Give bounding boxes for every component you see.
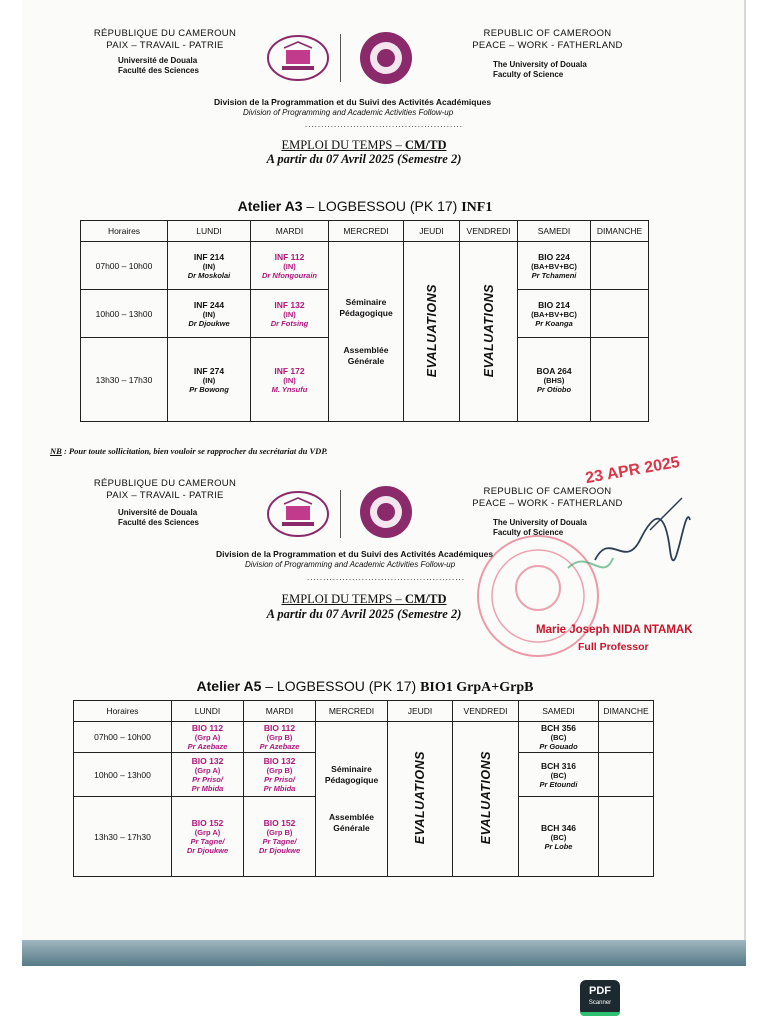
schedule1-title [214,138,514,153]
course-code: BCH 316 [541,760,576,771]
faculty-seal-icon [348,30,424,86]
course-cell [519,722,599,753]
assemblee-label: Assemblée [329,812,374,822]
course-prof: Dr Djoukwe [258,846,301,855]
col-header: MERCREDI [329,221,404,242]
fr-uni: Université de Douala [118,508,198,517]
evaluations-label: EVALUATIONS [413,751,427,845]
time-cell: 10h00 – 13h00 [81,290,168,338]
divider-dots: ................................................. [307,573,465,582]
course-cell [251,338,329,422]
table-header-row [74,701,654,722]
col-header: MARDI [251,221,329,242]
signer-title: Full Professor [578,641,649,653]
empty-cell [591,290,649,338]
header2-fr [80,478,250,502]
col-header: JEUDI [388,701,453,722]
course-prof: M. Ynsufu [271,384,308,394]
course-group: (BC) [550,733,567,742]
atelier-name: Atelier A3 [237,198,303,214]
empty-cell [599,722,654,753]
table-row [74,722,654,753]
empty-cell [599,797,654,877]
header-fr-uni [118,56,199,76]
course-cell [168,242,251,290]
seminaire-label: Séminaire [331,764,372,774]
course-prof: Pr Lobe [544,841,573,851]
course-prof: Pr Priso/ [192,775,223,784]
evaluations-label: EVALUATIONS [481,283,496,378]
course-cell [244,797,316,877]
schedule1-table [80,220,649,422]
atelier-class: INF1 [461,200,493,215]
course-cell [251,242,329,290]
nb-note [50,446,328,456]
course-prof: Pr Mbida [191,784,224,793]
course-code: BIO 132 [191,756,224,766]
fr-country: RÉPUBLIQUE DU CAMEROUN [93,478,237,489]
col-header: MERCREDI [316,701,388,722]
course-group: (BA+BV+BC) [531,309,577,319]
course-code: INF 112 [274,251,305,262]
col-header: VENDREDI [453,701,519,722]
stamp-date: 23 APR 2025 [584,453,682,488]
pedagogique-label: Pédagogique [324,775,379,785]
en-fac: Faculty of Science [493,70,564,79]
course-cell [518,242,591,290]
course-group: (BC) [550,770,567,780]
title-bold: CM/TD [404,592,447,606]
course-prof: Pr Otiobo [536,384,572,394]
col-header: DIMANCHE [599,701,654,722]
course-prof: Pr Tagne/ [262,837,297,846]
course-group: (Grp B) [266,766,293,775]
col-header: Horaires [81,221,168,242]
course-prof: Pr Koanga [535,318,573,328]
course-code: INF 274 [193,365,225,376]
course-code: BIO 132 [263,756,296,766]
col-header: SAMEDI [518,221,591,242]
nb-label: NB [50,446,62,456]
course-group: (Grp B) [266,733,293,742]
course-group: (IN) [283,375,296,385]
course-prof: Pr Bowong [189,384,229,394]
pedagogique-label: Pédagogique [339,307,393,318]
course-group: (Grp A) [194,733,221,742]
course-code: BCH 356 [541,723,576,733]
course-group: (BHS) [543,375,565,385]
fr-country: RÉPUBLIQUE DU CAMEROUN [93,28,237,39]
en-country: REPUBLIC OF CAMEROON [483,28,612,39]
jeudi-cell [404,242,460,422]
course-prof: Dr Nfongourain [262,270,317,280]
en-fac: Faculty of Science [493,528,564,537]
course-prof: Pr Gouado [539,742,578,751]
course-prof: Dr Fotsing [270,318,309,328]
logo-divider [340,34,341,82]
divider-dots: ................................................. [305,120,463,129]
course-group: (IN) [283,261,296,271]
col-header: VENDREDI [460,221,518,242]
pdf-scanner-badge [580,980,620,1016]
course-code: BIO 152 [191,818,224,828]
course-prof: Pr Mbida [263,784,296,793]
col-header: Horaires [74,701,172,722]
header-fr [80,28,250,52]
course-cell [168,338,251,422]
empty-cell [599,753,654,797]
schedule1-subtitle: A partir du 07 Avril 2025 (Semestre 2) [266,152,462,166]
badge-line2: Scanner [588,1000,612,1006]
course-cell [172,753,244,797]
course-code: INF 214 [193,251,225,262]
evaluations-label: EVALUATIONS [478,751,493,845]
course-code: BIO 112 [263,723,296,733]
generale-label: Générale [347,355,385,366]
schedule2-table [73,700,654,877]
title-prefix: EMPLOI DU TEMPS – [281,138,405,152]
university-logo-icon [262,32,334,82]
vendredi-cell [453,722,519,877]
course-cell [172,722,244,753]
fr-uni: Université de Douala [118,56,198,65]
schedule1-atelier [170,198,560,216]
fr-fac: Faculté des Sciences [118,518,199,527]
fr-fac: Faculté des Sciences [118,66,199,75]
course-prof: Pr Azebaze [259,742,300,751]
course-prof: Pr Azebaze [187,742,228,751]
course-cell [172,797,244,877]
mercredi-cell [316,722,388,877]
division-title: Division de la Programmation et du Suivi des Activités Académiques [214,97,492,107]
time-cell: 13h30 – 17h30 [81,338,168,422]
en-uni: The University of Douala [493,518,587,527]
title-bold: CM/TD [404,138,447,152]
course-code: BIO 152 [263,818,296,828]
en-uni: The University of Douala [493,60,587,69]
course-group: (Grp A) [194,828,221,837]
atelier-class: BIO1 GrpA+GrpB [420,680,534,695]
division-title: Division de la Programmation et du Suivi des Activités Académiques [216,549,494,559]
signer-name: Marie Joseph NIDA NTAMAK [536,624,693,636]
header2-fr-uni [118,508,199,528]
col-header: MARDI [244,701,316,722]
course-code: BCH 346 [541,822,576,833]
course-prof: Pr Tchameni [531,270,577,280]
table-header-row [81,221,649,242]
course-code: BOA 264 [536,365,572,376]
course-prof: Dr Djoukwe [188,318,230,328]
jeudi-cell [388,722,453,877]
course-prof: Dr Djoukwe [186,846,229,855]
empty-cell [591,242,649,290]
logo-divider [340,490,341,538]
schedule2-atelier [165,678,565,696]
signature-icon [590,490,700,580]
course-group: (Grp B) [266,828,293,837]
course-cell [519,753,599,797]
time-cell: 07h00 – 10h00 [81,242,168,290]
course-group: (IN) [202,375,216,385]
col-header: JEUDI [404,221,460,242]
atelier-place: – LOGBESSOU (PK 17) [261,678,421,694]
course-group: (IN) [283,309,296,319]
course-prof: Dr Moskolai [187,270,231,280]
course-group: (BC) [550,832,567,842]
course-cell [518,338,591,422]
badge-accent-bar [580,1012,620,1016]
title-prefix: EMPLOI DU TEMPS – [281,592,405,606]
course-code: BIO 224 [538,251,570,262]
course-cell [244,722,316,753]
course-cell [519,797,599,877]
course-group: (IN) [202,309,216,319]
time-cell: 07h00 – 10h00 [74,722,172,753]
nb-text: : Pour toute sollicitation, bien vouloir se rapprocher du secrétariat du VDP. [61,446,328,456]
header-en [455,28,640,52]
fr-motto: PAIX – TRAVAIL - PATRIE [106,490,224,501]
col-header: LUNDI [172,701,244,722]
generale-label: Générale [333,823,370,833]
faculty-seal-icon [348,484,424,540]
en-motto: PEACE – WORK - FATHERLAND [472,498,623,509]
atelier-place: – LOGBESSOU (PK 17) [302,198,462,214]
university-logo-icon [262,488,334,538]
fr-motto: PAIX – TRAVAIL - PATRIE [106,40,224,51]
course-code: INF 244 [193,299,225,310]
course-code: INF 132 [274,299,305,310]
badge-line1: PDF [589,985,611,997]
schedule2-subtitle: A partir du 07 Avril 2025 (Semestre 2) [266,607,462,621]
course-code: BIO 112 [191,723,224,733]
course-group: (BA+BV+BC) [531,261,577,271]
course-cell [518,290,591,338]
course-code: INF 172 [274,365,305,376]
time-cell: 13h30 – 17h30 [74,797,172,877]
assemblee-label: Assemblée [343,344,389,355]
course-group: (Grp A) [194,766,221,775]
en-motto: PEACE – WORK - FATHERLAND [472,40,623,51]
course-group: (IN) [202,261,216,271]
header-en-uni [493,60,587,80]
en-country: REPUBLIC OF CAMEROON [483,486,612,497]
mercredi-cell [329,242,404,422]
course-prof: Pr Priso/ [264,775,295,784]
empty-cell [591,338,649,422]
time-cell: 10h00 – 13h00 [74,753,172,797]
division-subtitle: Division of Programming and Academic Activities Follow-up [245,560,456,569]
division-subtitle: Division of Programming and Academic Activities Follow-up [243,108,454,117]
course-cell [244,753,316,797]
course-code: BIO 214 [538,299,570,310]
course-cell [251,290,329,338]
col-header: LUNDI [168,221,251,242]
scan-edge [22,940,746,966]
vendredi-cell [460,242,518,422]
course-prof: Pr Tagne/ [190,837,225,846]
table-row [81,242,649,290]
col-header: DIMANCHE [591,221,649,242]
seminaire-label: Séminaire [345,296,387,307]
course-cell [168,290,251,338]
col-header: SAMEDI [519,701,599,722]
atelier-name: Atelier A5 [196,678,262,694]
evaluations-label: EVALUATIONS [424,283,439,378]
course-prof: Pr Etoundi [539,779,578,789]
